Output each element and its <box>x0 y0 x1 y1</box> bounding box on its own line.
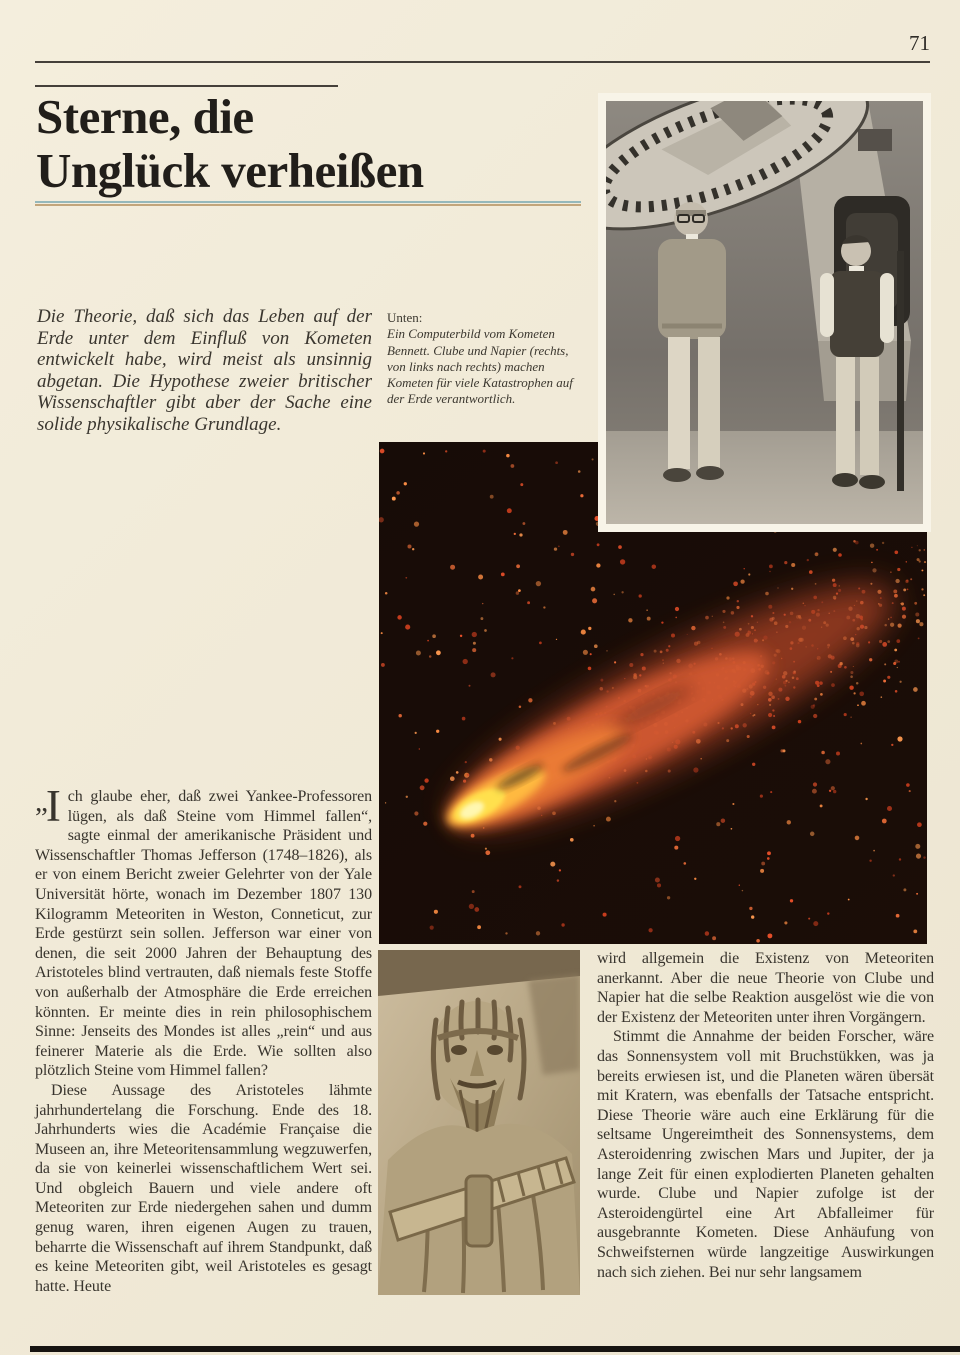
statue-eye <box>451 1045 467 1055</box>
right-man-shirt-sleeve <box>880 273 894 343</box>
title-underline-teal <box>35 201 581 203</box>
body-column-right <box>597 949 934 1282</box>
article-title <box>36 90 596 198</box>
right-man-shoe <box>832 473 858 487</box>
statue-eye <box>487 1045 503 1055</box>
left-man-trousers <box>668 337 690 469</box>
article-title-line1: Sterne, die <box>36 89 254 144</box>
photo-caption <box>387 310 582 408</box>
right-man-trousers <box>836 357 855 475</box>
left-man-shoe <box>696 466 724 480</box>
photo-caption-text: Ein Computerbild vom Kometen Bennett. Clube und Napier (rechts, von links nach rechts) machen Kometen für viele Katastrophen auf der Erde verantwortlich. <box>387 326 573 407</box>
right-man-shirt-sleeve <box>820 273 834 337</box>
opening-quote: „ <box>35 786 46 818</box>
stone-carving-photo <box>378 950 580 1295</box>
drop-cap: I <box>45 781 61 831</box>
photo-caption-label: Unten: <box>387 310 423 325</box>
article-title-line2: Unglück verheißen <box>36 143 424 198</box>
body-column-left <box>35 781 372 1296</box>
right-man-vest <box>830 271 884 357</box>
left-man-head <box>674 202 708 236</box>
title-top-rule <box>35 85 338 87</box>
top-rule <box>35 61 930 63</box>
right-paragraph-1: wird allgemein die Existenz von Meteoriten anerkannt. Aber die neue Theorie von Clube und Napier hat die selbe Reaktion ausgelöst wie die von der Existenz der Meteoriten unter ihren Vorgängern. <box>597 950 934 1026</box>
right-man-trousers <box>860 357 879 475</box>
left-man-shoe <box>663 468 691 482</box>
left-paragraph-1 <box>35 781 372 1081</box>
stone-carving-illustration <box>378 950 580 1295</box>
telescope-plate <box>858 129 892 151</box>
observatory-photo-illustration <box>606 101 923 524</box>
guard-rail <box>897 251 904 491</box>
statue-hand-grip <box>466 1176 492 1246</box>
drop-cap-group <box>35 781 61 831</box>
bottom-rule <box>30 1346 960 1352</box>
left-paragraph-2: Diese Aussage des Aristoteles lähmte jahrhundertelang die Forschung. Ende des 18. Jahrhunderts wies die Académie Française die Museen an, ihre Meteoritensammlung wegzuwerfen, da sie von keinerlei wissenschaftlichem Wert sei. Und obgleich Bauern und viele andere oft Meteoriten zur Erde niedergehen sahen und dumm genug waren, ihren eigenen Augen zu trauen, beharrte die Wissenschaft auf ihrem Standpunkt, daß es keine Meteoriten gibt, weil Aristoteles es gesagt hatte. Heute <box>35 1081 372 1295</box>
article-intro: Die Theorie, daß sich das Leben auf der Erde unter dem Einfluß von Kometen entwickelt habe, wird meist als unsinnig abgetan. Die Hypothese zweier britischer Wissenschaftler gibt aber der Sache eine solide physikalische Grundlage. <box>37 306 372 435</box>
right-paragraph-2: Stimmt die Annahme der beiden Forscher, wäre das Sonnensystem voll mit Bruchstükken, was ja bereits erwiesen ist, und die Planeten wären übersät mit Kratern, was ebenfalls der Tatsache entspricht. Diese Theorie wäre auch eine Erklärung für die seltsame Ungereimtheit des Sonnensystems, dem Asteroidenring zwischen Mars und Jupiter, der ja lange Zeit für einen explodierten Planeten gehalten wurde. Clube und Napier zufolge ist der Asteroidengürtel eine Art Abfalleimer für ausgebrannte Kometen. Diese Anhäufung von Schweifsternen würde langzeitige Auswirkungen nach sich ziehen. Bei nur sehr langsamem <box>597 1028 934 1281</box>
left-paragraph-1-text: ch glaube eher, daß zwei Yankee-Professoren lügen, als daß Steine vom Himmel fallen“, sagte einmal der amerikanische Präsident und Wissenschaftler Thomas Jefferson (1748–1826), als er von einem Bericht zweier Gelehrter von der Yale Universität hörte, wonach im Dezember 1807 130 Kilogramm Meteoriten in Weston, Conneticut, zur Erde gestürzt sein sollen. Jefferson war einer von denen, die seit 2000 Jahren der Behauptung des Aristoteles blind vertrauten, daß niemals feste Stoffe von außerhalb der Atmosphäre die Erde erreichen könnten. Er meinte dies in rein philosophischem Sinne: Jenseits des Mondes ist alles „rein“ und aus feinerer Materie als die Erde. Wie sollten also plötzlich Steine vom Himmel fallen? <box>35 788 372 1080</box>
right-man-shoe <box>859 475 885 489</box>
page-number: 71 <box>909 31 930 55</box>
left-man-trousers <box>698 337 720 469</box>
title-underline <box>35 201 581 206</box>
title-underline-tan <box>35 204 581 206</box>
observatory-photo <box>598 93 931 532</box>
